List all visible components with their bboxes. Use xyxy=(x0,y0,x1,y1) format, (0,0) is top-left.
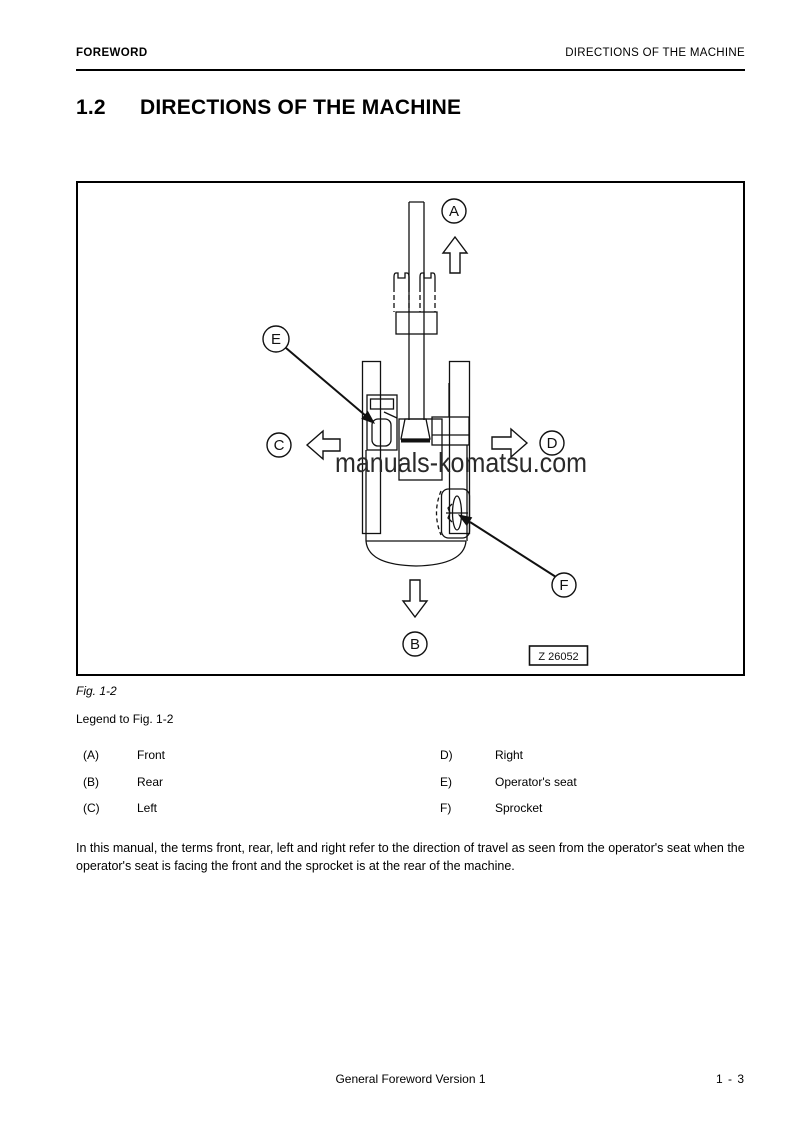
body-paragraph: In this manual, the terms front, rear, left and right refer to the direction of travel as seen from the operator's seat when the operator's seat is facing the front and the sprocket is at the rear of the machine. xyxy=(76,841,745,873)
boom-lines xyxy=(409,202,424,420)
label-a: A xyxy=(448,203,460,220)
legend-key: (A) xyxy=(83,748,99,762)
legend-key: D) xyxy=(440,748,453,762)
figure-caption: Fig. 1-2 xyxy=(76,684,117,698)
leader-f xyxy=(470,522,556,577)
header-rule xyxy=(76,69,745,71)
engine-box-lines xyxy=(432,383,469,435)
watermark-text: manuals-komatsu.com xyxy=(335,447,587,478)
legend-table xyxy=(83,748,703,828)
plate-sides-dashed xyxy=(394,287,435,312)
boom-mount xyxy=(401,419,430,439)
figure-1-2 xyxy=(76,181,745,676)
label-c: C xyxy=(273,437,285,454)
right-plate-fork xyxy=(420,273,435,287)
footer-version: General Foreword Version 1 xyxy=(335,1072,486,1086)
rear-arrow xyxy=(403,580,427,617)
legend-value: Operator's seat xyxy=(495,774,577,789)
label-d: D xyxy=(546,435,558,452)
header-left: FOREWORD xyxy=(76,47,148,59)
arm-bracket xyxy=(396,312,437,334)
sprocket-dashed-arc xyxy=(437,491,442,535)
operator-seat xyxy=(372,419,391,446)
footer-page-number: 1 - 3 xyxy=(715,1072,745,1086)
counterweight-arc xyxy=(366,541,466,566)
legend-row xyxy=(83,748,703,764)
label-f: F xyxy=(559,577,569,594)
header-right: DIRECTIONS OF THE MACHINE xyxy=(565,47,745,59)
legend-key: F) xyxy=(440,801,452,815)
label-e: E xyxy=(270,331,282,348)
legend-row xyxy=(83,775,703,791)
legend-value: Front xyxy=(137,748,166,762)
engine-box xyxy=(432,417,469,445)
section-title: DIRECTIONS OF THE MACHINE xyxy=(140,96,462,119)
legend-value: Rear xyxy=(137,774,164,789)
leader-e xyxy=(286,348,366,416)
legend-key: (B) xyxy=(83,774,99,789)
cab-detail-line xyxy=(384,412,397,418)
legend-value: Left xyxy=(137,801,158,815)
legend-title: Legend to Fig. 1-2 xyxy=(76,712,174,726)
legend-value: Right xyxy=(495,748,524,762)
section-number: 1.2 xyxy=(76,96,106,119)
drawing-number: Z 26052 xyxy=(538,651,579,663)
section-heading xyxy=(76,96,745,120)
legend-key: (C) xyxy=(83,801,100,815)
machine-direction-diagram xyxy=(78,183,743,674)
label-b: B xyxy=(409,636,421,653)
legend-key: E) xyxy=(440,774,452,789)
cab-window xyxy=(371,399,394,409)
front-arrow xyxy=(443,237,467,273)
legend-value: Sprocket xyxy=(495,801,543,815)
legend-row xyxy=(83,801,703,817)
left-plate-fork xyxy=(394,273,409,287)
